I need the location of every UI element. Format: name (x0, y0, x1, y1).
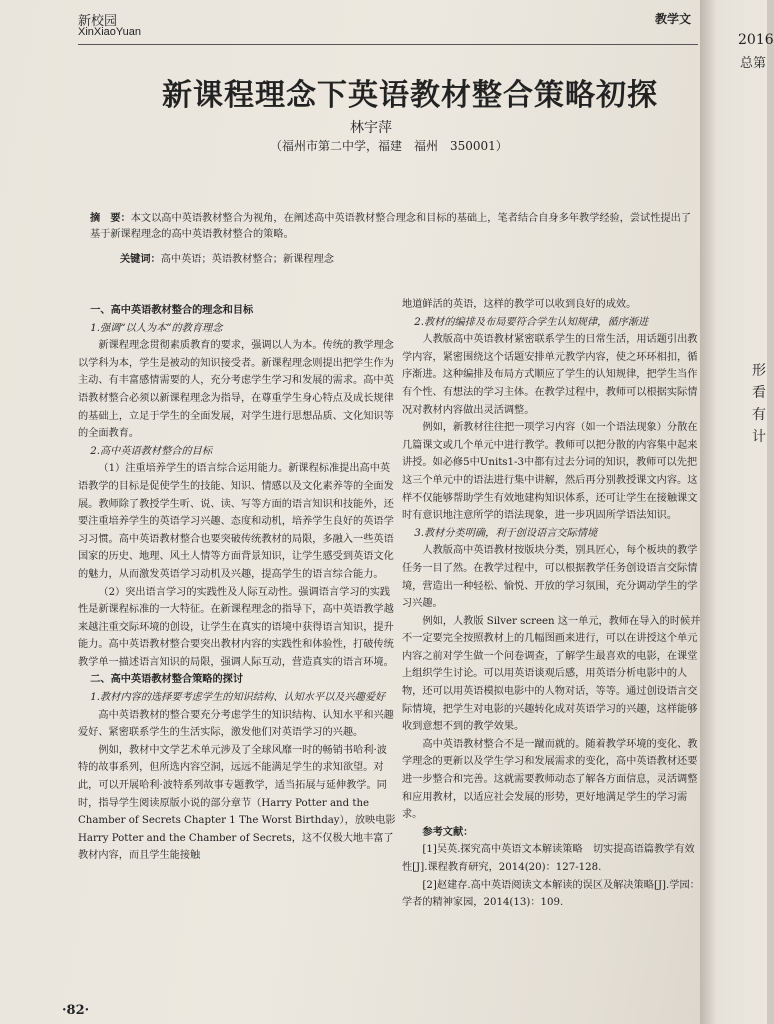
next-page-char: 形 (752, 363, 766, 379)
next-page-char: 有 (752, 407, 766, 423)
body-paragraph: （1）注重培养学生的语言综合运用能力。新课程标准提出高中英语教学的目标是促使学生的技能、知识、情感以及文化素养等的全面发展。教师除了教授学生听、说、读、写等方面的语言知识和技能外，还要注重培养学生的英语学习兴趣、态度和动机，培养学生良好的英语学习习惯。高中英语教材整合也要突破传统教材的局限，多融入一些英语国家的历史、地理、风土人情等方面背景知识，让学生感受到英语文化的魅力，从而激发英语学习动机及兴趣，提高学生的语言综合能力。 (78, 463, 394, 580)
body-paragraph: 新课程理念贯彻素质教育的要求，强调以人为本。传统的教学理念以学科为本，学生是被动的知识接受者。新课程理念则提出把学生作为主动、有丰富感情需要的人，充分考虑学生学习和发展的需求。高中英语教材整合必须以新课程理念为指导，在尊重学生身心特点及成长规律的基础上，立足于学生的全面发展，对学生进行思想品质、文化知识等的全面教育。 (78, 340, 394, 440)
next-page-total: 总第 (740, 56, 767, 71)
header-divider (78, 44, 698, 45)
keywords-text: 高中英语；英语教材整合；新课程理念 (160, 254, 334, 265)
subsection-heading: 2.教材的编排及布局要符合学生认知规律，循序渐进 (414, 316, 649, 328)
subsection-heading: 3.教材分类明确，利于创设语言交际情境 (414, 527, 598, 539)
keywords (120, 250, 334, 265)
subsection-heading: 2.高中英语教材整合的目标 (90, 445, 213, 457)
article-title: 新课程理念下英语教材整合策略初探 (162, 78, 658, 113)
next-page-char: 看 (752, 385, 766, 401)
reference-item: [2]赵建存.高中英语阅读文本解读的误区及解决策略[J].学园：学者的精神家园，2014(13)：109. (402, 879, 700, 909)
abstract (90, 210, 700, 243)
left-column (78, 302, 396, 865)
body-paragraph: （2）突出语言学习的实践性及人际互动性。强调语言学习的实践性是新课程标准的一大特征。在新课程理念的指导下，高中英语教学越来越注重交际环境的创设，让学生在真实的语境中获得语言知识，提升能力。高中英语教材整合要突出教材内容的实践性和体验性，打破传统教学单一描述语言知识的局限，强调人际互动，营造真实的语言环境。 (78, 586, 394, 668)
page-number: ·82· (62, 1003, 90, 1018)
right-column (402, 296, 702, 912)
body-paragraph: 例如，教材中文学艺术单元涉及了全球风靡一时的畅销书哈利·波特的故事系列，但所选内容空洞，远远不能满足学生的求知欲望。对此，可以开展哈利·波特系列故事专题教学，适当拓展与延伸教学。同时，指导学生阅读原版小说的部分章节（Harry Potter and the Chamber of Secrets Chapter 1 The Worst Birthday），放映电影 Harry Potter and the Chamber of Secrets，这不仅极大地丰富了教材内容，而且学生能接触 (78, 744, 396, 862)
running-header-en: XinXiaoYuan (78, 26, 141, 38)
adjacent-page-edge (700, 0, 774, 1024)
abstract-text: 本文以高中英语教材整合为视角，在阐述高中英语教材整合理念和目标的基础上，笔者结合自身多年教学经验，尝试性提出了基于新课程理念的高中英语教材整合的策略。 (90, 213, 692, 240)
section-heading: 二、高中英语教材整合策略的探讨 (90, 673, 244, 686)
body-paragraph: 人教版高中英语教材紧密联系学生的日常生活，用话题引出教学内容，紧密围绕这个话题安排单元教学内容，使之环环相扣，循序渐进。这种编排及布局方式顺应了学生的认知规律，把学生当作有个性、有想法的学习主体。在教学过程中，教师可以根据实际情况对教材内容做出灵活调整。 (402, 334, 698, 416)
article-author: 林宇萍 (350, 120, 392, 136)
body-paragraph: 例如，新教材往往把一项学习内容（如一个语法现象）分散在几篇课文或几个单元中进行教学。教师可以把分散的内容集中起来讲授。如必修5中Units1-3中都有过去分词的知识，教师可以先把这三个单元中的语法进行集中讲解，然后再分别教授课文内容。这样不仅能够帮助学生有效地建构知识体系，还可让学生在接触课文时有意识地注意所学的语法现象，进一步巩固所学语法知识。 (402, 422, 698, 522)
running-header-right: 教学文 (655, 12, 692, 26)
keywords-label: 关键词： (120, 253, 161, 265)
body-paragraph: 地道鲜活的英语，这样的教学可以收到良好的成效。 (402, 299, 637, 310)
author-affiliation: （福州市第二中学，福建 福州 350001） (270, 139, 508, 153)
abstract-label: 摘 要： (90, 212, 131, 224)
next-page-year: 2016 (738, 32, 774, 48)
subsection-heading: 1.强调“以人为本”的教育理念 (90, 322, 223, 334)
body-paragraph: 人教版高中英语教材按版块分类，别具匠心，每个板块的教学任务一目了然。在教学过程中，可以根据教学任务创设语言交际情境，营造出一种轻松、愉悦、开放的学习氛围，充分调动学生的学习兴趣。 (402, 545, 698, 610)
body-paragraph: 例如，人教版 Silver screen 这一单元，教师在导入的时候并不一定要完全按照教材上的几幅图画来进行，可以在讲授这个单元内容之前对学生做一个问卷调查，了解学生最喜欢的电影，在课堂上组织学生讨论。可以用英语谈观后感，用英语分析电影中的人物，还可以用英语模拟电影中的人物对话，等等。通过创设语言交际情境，把学生对电影的兴趣转化成对英语学习的兴趣，这样能够收到意想不到的教学效果。 (402, 615, 701, 733)
next-page-char: 计 (752, 429, 766, 445)
running-header-cn: 新校园 (78, 14, 118, 29)
body-paragraph: 高中英语教材整合不是一蹴而就的。随着教学环境的变化、教学理念的更新以及学生学习和发展需求的变化，高中英语教材还要进一步整合和完善。这就需要教师动态了解各方面信息，灵活调整和应用教材，以适应社会发展的形势，更好地满足学生的学习需求。 (402, 738, 698, 821)
subsection-heading: 1.教材内容的选择要考虑学生的知识结构、认知水平以及兴趣爱好 (90, 692, 386, 704)
references-heading: 参考文献： (422, 825, 474, 838)
reference-item: [1]吴英.探究高中英语文本解读策略 切实提高语篇教学有效性[J].课程教育研究，2014(20)：127-128. (402, 844, 695, 873)
section-heading: 一、高中英语教材整合的理念和目标 (90, 304, 254, 316)
body-paragraph: 高中英语教材的整合要充分考虑学生的知识结构、认知水平和兴趣爱好、紧密联系学生的生活实际，激发他们对英语学习的兴趣。 (78, 709, 394, 739)
